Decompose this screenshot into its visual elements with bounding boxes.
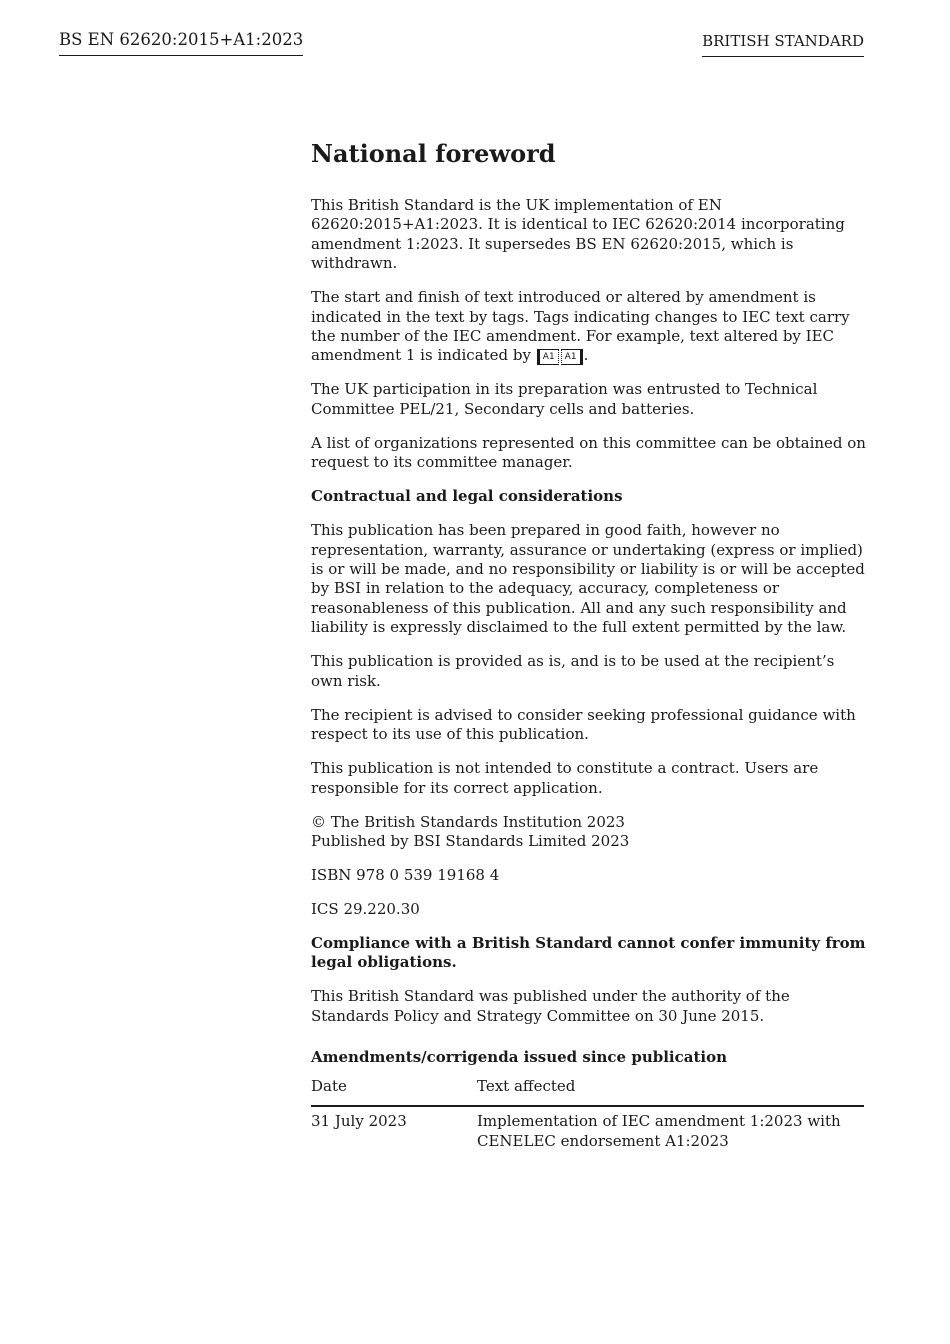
- paragraph-amendment-tags: [311, 288, 867, 366]
- header-standard-number: BS EN 62620:2015+A1:2023: [59, 30, 303, 56]
- contractual-heading: Contractual and legal considerations: [311, 487, 623, 506]
- paragraph-not-contract: This publication is not intended to constitute a contract. Users are responsible for its correct application.: [311, 759, 819, 797]
- amendments-heading: Amendments/corrigenda issued since publication: [311, 1048, 727, 1067]
- copyright-block: [311, 813, 867, 852]
- compliance-statement: Compliance with a British Standard cannot confer immunity from legal obligations.: [311, 933, 866, 972]
- paragraph-good-faith: This publication has been prepared in good faith, however no representation, warranty, assurance or undertaking (express or implied) is or will be made, and no responsibility or liability is or will be accepted by BSI in relation to the adequacy, accuracy, completeness or reasonableness of this publication. All and any such responsibility and liability is expressly disclaimed to the full extent permitted by the law.: [311, 521, 865, 637]
- amendment-open-tag-icon: A1: [537, 349, 559, 365]
- table-row: [311, 1106, 864, 1151]
- paragraph-amendment-tags-end: .: [583, 346, 589, 365]
- paragraph-authority: This British Standard was published under the authority of the Standards Policy and Strategy Committee on 30 June 2015.: [311, 987, 790, 1025]
- publisher-line: Published by BSI Standards Limited 2023: [311, 831, 630, 850]
- paragraph-implementation: This British Standard is the UK implementation of EN 62620:2015+A1:2023. It is identical to IEC 62620:2014 incorporating amendment 1:2023. It supersedes BS EN 62620:2015, which is withdrawn.: [311, 196, 845, 273]
- paragraph-guidance: The recipient is advised to consider seeking professional guidance with respect to its use of this publication.: [311, 705, 856, 744]
- amendment-date: 31 July 2023: [311, 1112, 407, 1131]
- header-british-standard: BRITISH STANDARD: [702, 32, 864, 57]
- main-content: [311, 138, 867, 1151]
- column-header-text-affected: Text affected: [477, 1077, 864, 1106]
- amendment-close-tag-icon: A1: [561, 349, 583, 365]
- amendment-text-affected: Implementation of IEC amendment 1:2023 with CENELEC endorsement A1:2023: [477, 1112, 841, 1150]
- paragraph-organizations: A list of organizations represented on this committee can be obtained on request to its committee manager.: [311, 433, 866, 472]
- isbn: ISBN 978 0 539 19168 4: [311, 865, 500, 884]
- column-header-date: Date: [311, 1077, 477, 1106]
- paragraph-participation: The UK participation in its preparation was entrusted to Technical Committee PEL/21, Secondary cells and batteries.: [311, 380, 818, 418]
- paragraph-amendment-tags-text: The start and finish of text introduced or altered by amendment is indicated in the text by tags. Tags indicating changes to IEC text carry the number of the IEC amendment. For example, text altered by IEC amendment 1 is indicated by: [311, 288, 850, 365]
- paragraph-own-risk: This publication is provided as is, and is to be used at the recipient’s own risk.: [311, 652, 835, 690]
- amendments-table: [311, 1077, 864, 1151]
- page-title: National foreword: [311, 139, 556, 168]
- amendments-header-row: [311, 1077, 864, 1106]
- copyright-line: © The British Standards Institution 2023: [311, 812, 625, 831]
- ics: ICS 29.220.30: [311, 899, 420, 918]
